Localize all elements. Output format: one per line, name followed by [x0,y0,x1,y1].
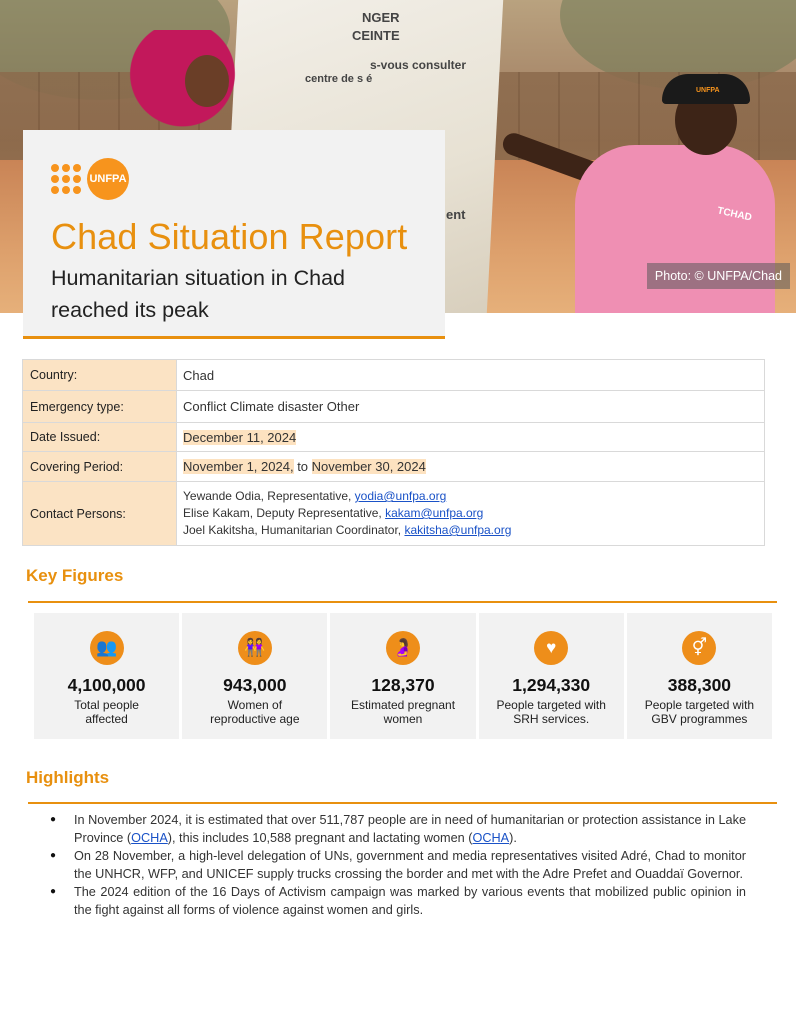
women-icon: 👭 [238,631,272,665]
subtitle-line-2: reached its peak [51,298,209,322]
contact-line: Elise Kakam, Deputy Representative, kakam@unfpa.org [183,506,484,520]
ocha-link[interactable]: OCHA [472,831,510,845]
figure-value: 128,370 [371,675,435,695]
covering-period-label: Covering Period: [23,452,177,482]
key-figures-panel [34,613,772,739]
figure-value: 1,294,330 [512,675,591,695]
key-figures-heading: Key Figures [26,566,124,585]
title-card [23,130,445,339]
email-link[interactable]: yodia@unfpa.org [354,489,447,503]
contact-line: Joel Kakitsha, Humanitarian Coordinator, kakitsha@unfpa.org [183,523,512,537]
figure-label: People targeted with GBV programmes [644,698,755,726]
figure-label: Women of reproductive age [210,698,300,726]
logo-dots-icon [51,164,81,194]
country-label: Country: [23,360,177,391]
country-value: Chad [177,360,765,391]
list-item: ● In November 2024, it is estimated that over 511,787 people are in need of humanitarian or protection assistance in Lake Province (OCHA), this includes 10,588 pregnant and lactating women (OCHA). [50,811,746,847]
shirt-print: TCHAD [716,205,753,224]
photo-credit: Photo: © UNFPA/Chad [647,263,790,289]
gender-icon: ⚥ [682,631,716,665]
key-figure-card [330,613,475,739]
email-link[interactable]: kakitsha@unfpa.org [404,523,512,537]
ocha-link[interactable]: OCHA [131,831,168,845]
poster-text: CEINTE [352,28,400,43]
table-row [23,482,765,546]
woman-face [185,55,229,107]
figure-value: 4,100,000 [67,675,146,695]
highlights-list [50,811,746,919]
section-divider [28,601,777,603]
figure-label: People targeted with SRH services. [496,698,606,726]
figure-label: Total people affected [74,698,139,726]
figure-value: 943,000 [223,675,287,695]
table-row [23,423,765,452]
report-info-table [22,359,765,546]
heart-plus-icon: ♥ [534,631,568,665]
poster-text: NGER [362,10,400,25]
emergency-type-value: Conflict Climate disaster Other [177,391,765,423]
section-divider [28,802,777,804]
list-item: ● On 28 November, a high-level delegation of UNs, government and media representatives visited Adré, Chad to monitor the UNHCR, WFP, and UNICEF supply trucks crossing the border and met with the Adre Prefet and Ouaddaï Governor. [50,847,746,883]
report-subtitle [51,262,445,326]
woman-in-headscarf [115,30,250,140]
figure-label: Estimated pregnant women [350,698,456,726]
poster-text: s-vous consulter [370,58,467,72]
cap-logo: UNFPA [696,87,720,94]
black-cap [662,74,750,104]
logo-wordmark: UNFPA [87,158,129,200]
people-group-icon: 👥 [90,631,124,665]
date-issued-label: Date Issued: [23,423,177,452]
key-figure-card [182,613,327,739]
contact-persons-label: Contact Persons: [23,482,177,546]
figure-value: 388,300 [667,675,732,695]
table-row [23,391,765,423]
table-row [23,452,765,482]
table-row [23,360,765,391]
period-to: to [293,459,312,474]
poster-text: centre de s é [305,73,373,85]
poster-text: ent [446,207,466,222]
highlights-heading: Highlights [26,768,110,787]
report-title: Chad Situation Report [51,216,408,257]
period-end: November 30, 2024 [311,459,426,474]
contact-line: Yewande Odia, Representative, yodia@unfpa.org [183,489,447,503]
date-issued-value: December 11, 2024 [183,429,297,445]
pregnant-woman-icon: 🤰 [386,631,420,665]
key-figure-card [479,613,624,739]
list-item: ● The 2024 edition of the 16 Days of Activism campaign was marked by various events that mobilized public opinion in the fight against all forms of violence against women and girls. [50,883,746,919]
period-start: November 1, 2024, [183,459,294,474]
contact-persons-value [177,482,765,546]
key-figure-card [34,613,179,739]
unfpa-logo [51,158,445,200]
emergency-type-label: Emergency type: [23,391,177,423]
email-link[interactable]: kakam@unfpa.org [385,506,484,520]
subtitle-line-1: Humanitarian situation in Chad [51,266,345,290]
key-figure-card [627,613,772,739]
